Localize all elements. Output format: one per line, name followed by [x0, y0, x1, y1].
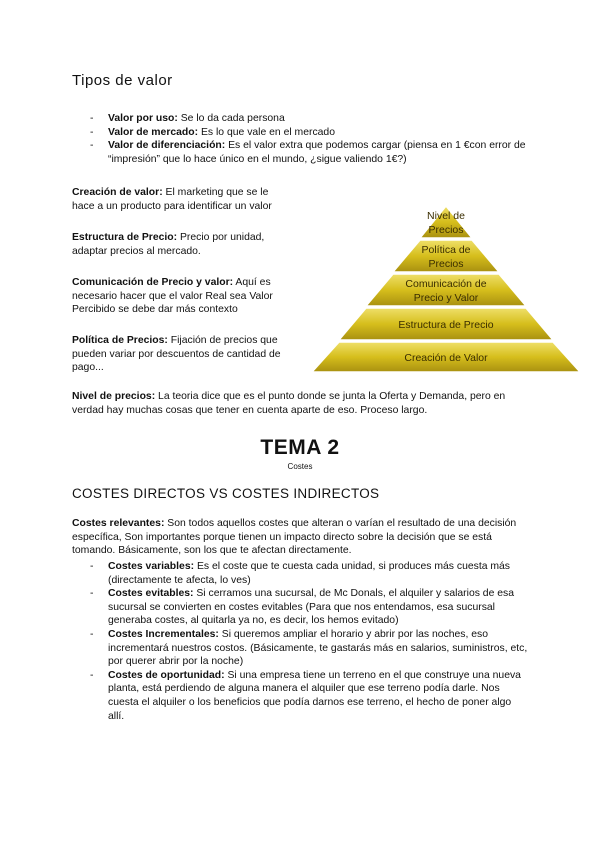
chapter-title: TEMA 2 — [260, 436, 340, 459]
list-item: - Valor de diferenciación: Es el valor extra que podemos cargar (piensa en 1 €con error de “impresión” que lo hace único en el mundo, ¿sigue valiendo 1€?) — [90, 139, 530, 166]
pyramid-label: Comunicación de — [405, 278, 487, 290]
pyramid-label: Nivel de — [427, 210, 465, 222]
list-item: - Costes variables: Es el coste que te cuesta cada unidad, si produces más cuesta más (directamente te afecta, lo ves) — [90, 560, 530, 587]
pyramid-label: Precio y Valor — [413, 292, 479, 304]
list-item: - Valor por uso: Se lo da cada persona — [90, 112, 530, 126]
costes-relevantes-paragraph: Costes relevantes: Son todos aquellos costes que alteran o varían el resultado de una decisión específica, Son importantes porque tienen un impacto directo sobre la decisión que se está tomando. Básicamente, son los que te afectan directamente. — [72, 518, 517, 557]
definition-estructura: Estructura de Precio: Precio por unidad, adaptar precios al mercado. — [72, 232, 265, 257]
list-item: - Costes de oportunidad: Si una empresa tiene un terreno en el que construye una nueva planta, está perdiendo de alguna manera el alquiler que ese terreno podía darle. Nos cuesta el alquiler o los beneficios que podía darnos ese terreno, el hecho de poner algo allí. — [90, 669, 530, 723]
pyramid-label: Precios — [428, 224, 464, 236]
chapter-subtitle: Costes — [287, 462, 313, 471]
list-item: - Costes Incrementales: Si queremos ampliar el horario y abrir por las noches, eso incrementará nuestros costos. (Básicamente, te gastarás más en salarios, suministros, etc, por querer abrir por la noche) — [90, 628, 530, 669]
pyramid-label: Política de — [421, 244, 471, 256]
definition-comunicacion: Comunicación de Precio y valor: Aquí es necesario hacer que el valor Real sea Valor Percibido se debe dar más contexto — [72, 277, 273, 316]
list-item: - Valor de mercado: Es lo que vale en el mercado — [90, 126, 530, 140]
definition-nivel: Nivel de precios: La teoria dice que es el punto donde se junta la Oferta y Demanda, pero en verdad hay muchas cosas que tener en cuenta aparte de eso. Proceso largo. — [72, 391, 506, 416]
list-item: - Costes evitables: Si cerramos una sucursal, de Mc Donals, el alquiler y salarios de esa sucursal se convierten en costes evitables (Para que nos entendamos, esa sucursal generaba costes, al quitarla ya no, es decir, los hemos evitado) — [90, 587, 530, 628]
pyramid-label: Precios — [428, 258, 464, 270]
pyramid-label: Estructura de Precio — [398, 319, 494, 331]
cost-types-list — [90, 560, 530, 723]
section-title-tipos-de-valor: Tipos de valor — [72, 72, 173, 89]
definition-politica: Política de Precios: Fijación de precios que pueden variar por descuentos de cantidad de pago... — [72, 335, 281, 374]
section-title-costes: COSTES DIRECTOS VS COSTES INDIRECTOS — [72, 486, 380, 501]
definition-creacion: Creación de valor: El marketing que se le hace a un producto para identificar un valor — [72, 187, 272, 212]
pyramid-label: Creación de Valor — [404, 352, 488, 364]
